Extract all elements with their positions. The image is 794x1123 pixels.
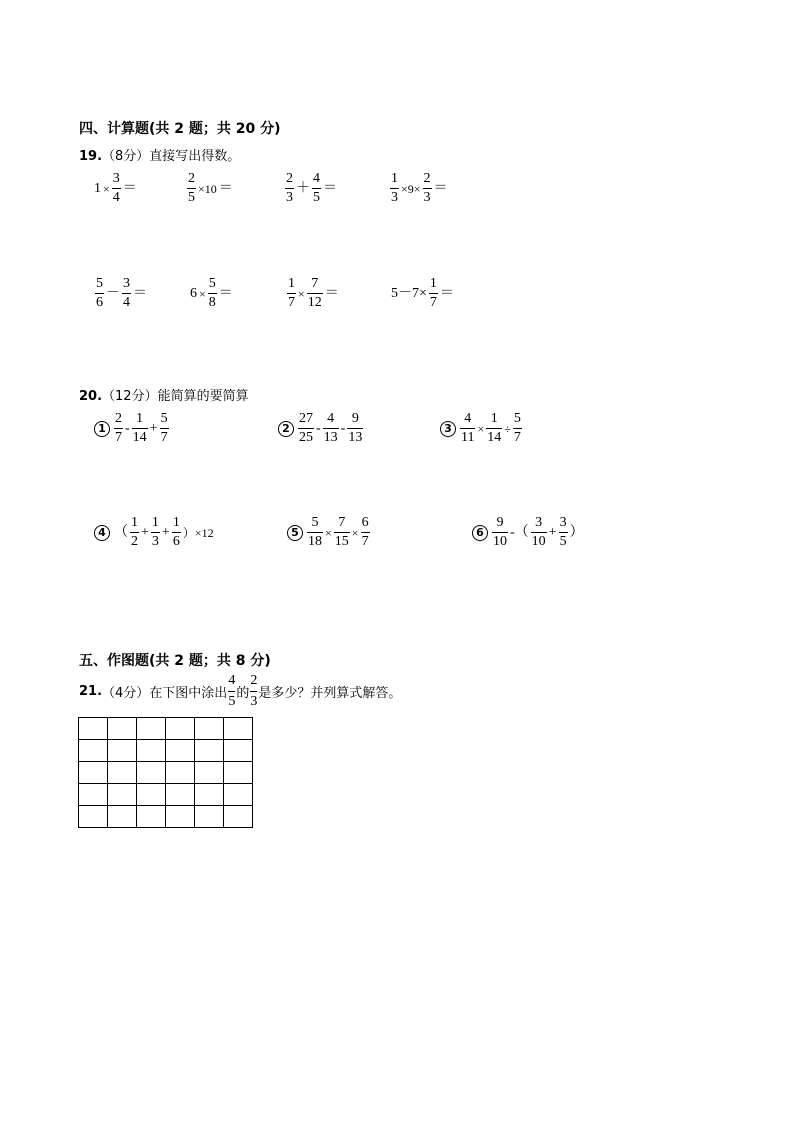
fraction-denominator: 13 [348,430,363,445]
fraction [361,516,370,549]
fraction [287,277,296,310]
math-symbol: ＝ [218,180,233,196]
grid-cell[interactable] [166,806,195,828]
fraction [307,277,323,310]
fraction-denominator: 10 [531,534,546,549]
math-symbol: -（ [510,524,529,540]
fraction-numerator: 7 [311,276,319,291]
q20-expr-2 [278,412,364,445]
q19-expr-8 [390,277,455,310]
question-20-prompt [79,385,249,404]
fraction-numerator: 1 [172,515,180,530]
grid-cell[interactable] [108,806,137,828]
fraction [429,277,438,310]
math-symbol: ＝ [324,285,339,301]
math-symbol: ＝ [323,180,337,196]
fraction [323,412,339,445]
question-21-fraction-1 [228,673,235,710]
fraction [423,172,432,205]
grid-row [79,762,253,784]
math-symbol: ＋ [296,180,310,196]
grid-cell[interactable] [137,784,166,806]
q19-expr-5 [94,277,148,310]
math-symbol: 5－7× [391,285,427,301]
q19-expr-3 [284,172,338,205]
fraction [460,412,475,445]
circled-number: 5 [287,525,303,541]
q20-expr-4 [94,516,215,549]
fraction [513,412,522,445]
fraction-numerator: 6 [361,515,369,530]
q20-expr-3 [440,412,523,445]
fraction-denominator: 7 [288,295,295,310]
q19-expr-2 [186,172,234,205]
q19-expr-1 [93,172,138,205]
fraction-denominator: 3 [151,534,159,549]
q19-expr-4 [389,172,449,205]
fraction-numerator: 3 [123,276,130,291]
fraction-numerator: 2 [115,411,122,426]
fraction [486,412,502,445]
math-symbol: × [298,286,305,301]
fraction [531,516,547,549]
grid-cell[interactable] [79,740,108,762]
shading-grid [78,717,253,828]
grid-cell[interactable] [79,806,108,828]
grid-cell[interactable] [108,740,137,762]
fraction-numerator: 7 [338,515,346,530]
fraction-denominator: 6 [96,295,103,310]
math-symbol: ＝ [133,285,147,301]
fraction-denominator: 25 [299,430,313,445]
fraction-denominator: 7 [160,430,168,445]
grid-row [79,784,253,806]
grid-cell[interactable] [195,806,224,828]
shading-grid-container [78,717,253,828]
grid-cell[interactable] [166,718,195,740]
question-21-text-a: （4分）在下图中涂出 [102,686,228,701]
grid-cell[interactable] [108,784,137,806]
circled-number: 3 [440,421,456,437]
fraction-numerator: 1 [288,276,295,291]
fraction-numerator: 9 [351,411,359,426]
fraction [187,172,196,205]
grid-row [79,718,253,740]
fraction-numerator: 3 [559,515,567,530]
question-19-text: （8分）直接写出得数。 [102,149,241,164]
fraction [151,516,160,549]
fraction [208,277,217,310]
fraction-denominator: 8 [208,295,216,310]
grid-cell[interactable] [166,784,195,806]
math-symbol: － [106,285,120,301]
fraction-numerator: 5 [311,515,319,530]
grid-cell[interactable] [137,806,166,828]
math-symbol: （ [114,524,128,540]
question-21-text-c: 是多少？并列算式解答。 [258,686,402,701]
question-20-text: （12分）能简算的要简算 [102,389,249,404]
math-symbol: ＝ [218,285,233,301]
fraction [307,516,323,549]
math-symbol: ）×12 [182,525,214,540]
math-symbol: + [548,524,557,540]
fraction-numerator: 2 [250,673,258,688]
math-symbol: 6 [190,285,197,301]
math-symbol: ＝ [433,180,448,196]
grid-cell[interactable] [166,740,195,762]
math-symbol: × [103,181,110,196]
fraction [160,412,169,445]
fraction-denominator: 15 [334,534,349,549]
question-21-text-b: 的 [236,686,250,701]
fraction-denominator: 7 [513,430,521,445]
fraction-numerator: 4 [464,411,472,426]
grid-cell[interactable] [224,762,253,784]
fraction [285,172,294,205]
fraction-numerator: 4 [327,411,335,426]
math-symbol: ×10 [198,181,217,196]
fraction [347,412,363,445]
grid-cell[interactable] [137,762,166,784]
fraction-denominator: 14 [132,430,147,445]
fraction-numerator: 2 [188,171,195,186]
grid-cell[interactable] [195,718,224,740]
q20-expr-6 [472,516,585,549]
fraction-numerator: 3 [535,515,543,530]
math-symbol: ） [569,524,584,540]
grid-row [79,740,253,762]
fraction-numerator: 1 [136,411,144,426]
fraction-denominator: 5 [313,190,320,205]
fraction-denominator: 5 [188,190,195,205]
grid-cell[interactable] [137,718,166,740]
math-symbol: ÷ [504,421,511,436]
math-symbol: × [199,286,206,301]
grid-cell[interactable] [224,718,253,740]
grid-cell[interactable] [79,784,108,806]
math-symbol: + [141,524,149,540]
fraction [114,412,123,445]
math-symbol: - [340,420,346,436]
fraction [95,277,104,310]
fraction [172,516,181,549]
math-symbol: 1 [94,180,101,196]
fraction-numerator: 1 [151,515,159,530]
question-21-number: 21. [79,684,103,699]
fraction [334,516,350,549]
fraction-denominator: 3 [423,190,431,205]
fraction-denominator: 7 [429,295,437,310]
fraction-numerator: 2 [286,171,293,186]
fraction [298,412,314,445]
fraction-denominator: 12 [307,295,322,310]
math-symbol: ＝ [122,180,137,196]
fraction [112,172,121,205]
fraction-denominator: 7 [361,534,369,549]
grid-row [79,806,253,828]
math-symbol: - [316,420,321,436]
fraction-denominator: 6 [172,534,180,549]
grid-cell[interactable] [79,762,108,784]
fraction-denominator: 10 [493,534,507,549]
fraction [312,172,321,205]
grid-cell[interactable] [108,718,137,740]
grid-cell[interactable] [79,718,108,740]
grid-cell[interactable] [137,740,166,762]
question-21-prompt [79,673,401,710]
fraction-numerator: 27 [299,411,313,426]
question-20-number: 20. [79,389,103,404]
fraction-denominator: 14 [487,430,502,445]
fraction [559,516,568,549]
math-symbol: - [125,420,130,436]
circled-number: 2 [278,421,294,437]
math-symbol: × [351,525,359,540]
grid-cell[interactable] [166,762,195,784]
math-symbol: + [149,420,158,436]
fraction-numerator: 9 [496,515,504,530]
grid-cell[interactable] [224,784,253,806]
fraction-denominator: 11 [461,430,475,445]
fraction-numerator: 5 [208,276,216,291]
question-19-number: 19. [79,149,103,164]
fraction-denominator: 5 [228,691,235,710]
fraction-denominator: 4 [112,190,120,205]
circled-number: 4 [94,525,110,541]
fraction-denominator: 3 [286,190,293,205]
grid-cell[interactable] [224,740,253,762]
q20-expr-5 [287,516,371,549]
fraction-numerator: 1 [429,276,437,291]
fraction-numerator: 4 [313,171,320,186]
fraction-numerator: 5 [513,411,521,426]
section5-heading: 五、作图题(共 2 题；共 8 分) [79,653,271,669]
fraction-denominator: 3 [391,190,398,205]
fraction [130,516,139,549]
grid-cell[interactable] [195,740,224,762]
fraction-numerator: 1 [490,411,498,426]
fraction-numerator: 1 [131,515,138,530]
question-21-fraction-2 [250,673,257,710]
grid-cell[interactable] [224,806,253,828]
grid-cell[interactable] [108,762,137,784]
q19-expr-7 [286,277,340,310]
fraction-numerator: 3 [112,171,120,186]
fraction-denominator: 4 [123,295,130,310]
circled-number: 1 [94,421,110,437]
math-symbol: + [161,524,170,540]
circled-number: 6 [472,525,488,541]
fraction [492,516,508,549]
fraction-denominator: 3 [250,691,257,710]
fraction [390,172,399,205]
math-symbol: × [325,525,332,540]
math-symbol: ＝ [439,285,454,301]
fraction-numerator: 4 [228,673,236,688]
fraction-numerator: 5 [160,411,168,426]
fraction-numerator: 5 [96,276,103,291]
fraction-denominator: 5 [559,534,567,549]
grid-cell[interactable] [195,784,224,806]
fraction-numerator: 1 [391,171,398,186]
fraction [122,277,131,310]
fraction-denominator: 7 [115,430,122,445]
fraction-denominator: 13 [323,430,338,445]
math-symbol: × [477,421,485,436]
fraction-denominator: 18 [308,534,322,549]
section4-heading: 四、计算题(共 2 题；共 20 分) [79,121,281,137]
fraction [132,412,148,445]
grid-cell[interactable] [195,762,224,784]
q20-expr-1 [94,412,170,445]
question-19-prompt [79,145,240,164]
math-symbol: ×9× [401,181,421,196]
fraction-numerator: 2 [423,171,431,186]
q19-expr-6 [189,277,234,310]
fraction-denominator: 2 [131,534,138,549]
